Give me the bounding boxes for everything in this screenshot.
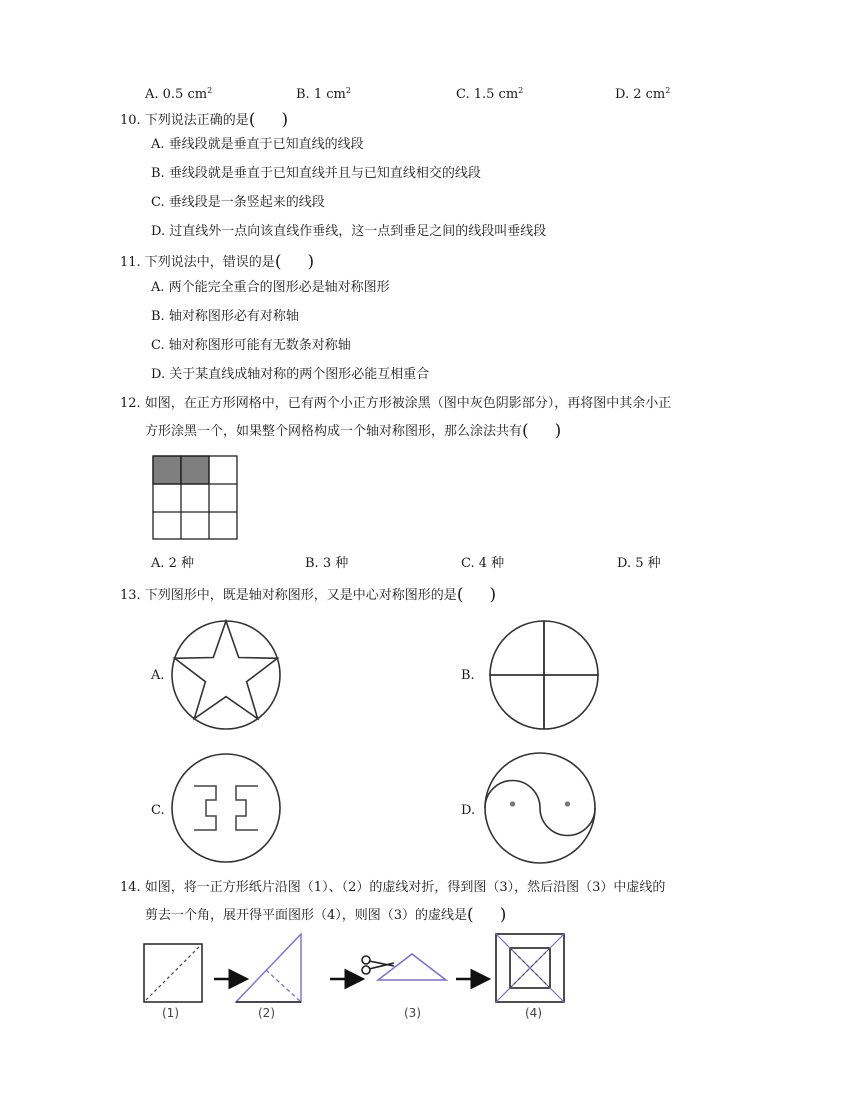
- q13-figure-d-yin-yang: [482, 750, 598, 866]
- q9-option-a: A. 0.5 $cm^2$: [145, 86, 213, 102]
- q9-option-c: C. 1.5 $cm^2$: [456, 86, 524, 102]
- q14-stem-line1: 14. 如图，将一正方形纸片沿图（1）、（2）的虚线对折，得到图（3），然后沿图（3）中虚线的: [120, 880, 666, 895]
- q14-stem-line2: 剪去一个角，展开得平面图形（4），则图（3）的虚线是( ): [145, 905, 507, 925]
- q13-option-b-label: B.: [461, 668, 475, 683]
- q10-option-d: D. 过直线外一点向该直线作垂线，这一点到垂足之间的线段叫垂线段: [151, 224, 547, 239]
- pinwheel-blade: [490, 675, 544, 729]
- figure-4-unfolded: [496, 934, 564, 1002]
- q11-option-d: D. 关于某直线成轴对称的两个图形必能互相重合: [151, 367, 430, 382]
- q13-option-d-label: D.: [461, 803, 476, 818]
- q11-option-c: C. 轴对称图形可能有无数条对称轴: [151, 338, 351, 353]
- q10-option-a: A. 垂线段就是垂直于已知直线的线段: [151, 137, 364, 152]
- q10-option-b: B. 垂线段就是垂直于已知直线并且与已知直线相交的线段: [151, 166, 481, 181]
- q12-option-c: C. 4 种: [461, 556, 505, 571]
- shaded-cell: [153, 456, 181, 484]
- q12-grid-figure: [150, 454, 240, 540]
- q12-option-b: B. 3 种: [305, 556, 349, 571]
- q12-stem-line1: 12. 如图，在正方形网格中，已有两个小正方形被涂黑（图中灰色阴影部分），再将图中其余小正: [120, 396, 672, 411]
- figure-label-3: (3): [404, 1006, 421, 1020]
- q13-option-c-label: C.: [151, 803, 165, 818]
- q12-stem-line2: 方形涂黑一个，如果整个网格构成一个轴对称图形，那么涂法共有( ): [145, 421, 562, 441]
- q13-figure-b-pinwheel: [486, 617, 602, 733]
- q11-option-b: B. 轴对称图形必有对称轴: [151, 309, 299, 324]
- q11-option-a: A. 两个能完全重合的图形必是轴对称图形: [151, 280, 390, 295]
- figure-label-2: (2): [258, 1006, 275, 1020]
- q13-option-a-label: A.: [151, 668, 165, 683]
- q12-option-a: A. 2 种: [151, 556, 195, 571]
- pinwheel-blade: [544, 675, 598, 729]
- figure-2-triangle: [236, 934, 301, 1002]
- shaded-cell: [181, 456, 209, 484]
- figure-label-4: (4): [525, 1006, 542, 1020]
- q9-option-d: D. 2 $cm^2$: [615, 86, 671, 102]
- q13-figure-a-star-in-circle: [168, 617, 284, 733]
- figure-label-1: (1): [162, 1006, 179, 1020]
- q13-stem: 13. 下列图形中，既是轴对称图形，又是中心对称图形的是( ): [120, 585, 497, 605]
- q9-option-b: B. 1 $cm^2$: [296, 86, 351, 102]
- q13-figure-c-circle-pattern: [168, 750, 284, 866]
- pinwheel-blade: [544, 621, 598, 675]
- figure-3-triangle: [378, 954, 446, 980]
- figure-1-square: [144, 944, 202, 1002]
- q10-stem: 10. 下列说法正确的是( ): [120, 110, 289, 130]
- q11-stem: 11. 下列说法中，错误的是( ): [120, 252, 315, 272]
- q14-folding-figure: [140, 930, 580, 1026]
- q12-option-d: D. 5 种: [617, 556, 661, 571]
- pinwheel-blade: [490, 621, 544, 675]
- q10-option-c: C. 垂线段是一条竖起来的线段: [151, 195, 325, 210]
